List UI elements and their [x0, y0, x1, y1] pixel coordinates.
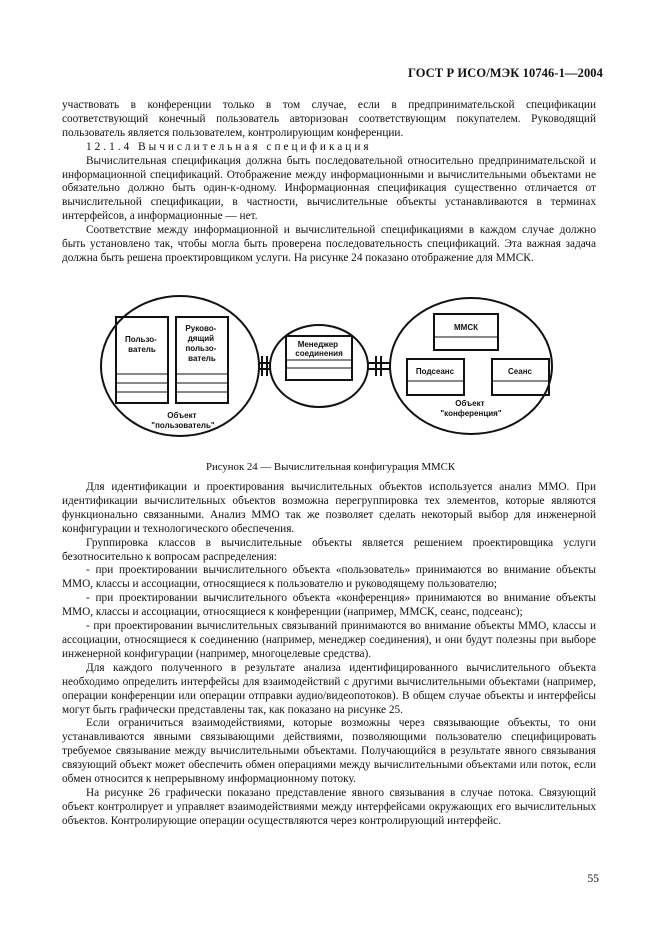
page-number: 55: [587, 873, 599, 885]
text-block-bottom: [62, 481, 596, 829]
session-box: [492, 359, 549, 395]
label-line: Объект: [455, 399, 485, 408]
list-item: - при проектировании вычислительного объекта «пользователь» принимаются во внимание объекты ММО, классы и ассоциации, относящиеся к пользователю и руководящему пользователю;: [62, 564, 596, 591]
label-line: "пользователь": [151, 421, 215, 430]
paragraph: Для идентификации и проектирования вычислительных объектов используется анализ ММО. При идентификации вычислительных объектов возможна перегруппировка тех элементов, которые являются функционально связанными. Анализ ММО так же позволяет сделать некоторый выбор для инженерной конфигурации и технологического обеспечения.: [62, 481, 596, 535]
paragraph: Вычислительная спецификация должна быть последовательной относительно предпринимательской и информационной спецификаций. Отображение между информационными и вычислительными объектами не обязательно должно быть один-к-одному. Информационная спецификация существенно отличается от вычислительной спецификации, в частности, вычислительные объекты устанавливаются в терминах интерфейсов, а информационные — нет.: [62, 154, 596, 223]
label-line: Менеджер: [297, 340, 339, 349]
label-line: ватель: [128, 345, 156, 354]
mmsk-box: [434, 314, 498, 350]
mmsk-label: [454, 323, 478, 332]
user-box: [116, 317, 168, 403]
section-heading: 12.1.4 Вычислительная спецификация: [86, 140, 372, 153]
label-line: Сеанс: [508, 367, 532, 376]
label-line: пользо-: [185, 344, 217, 353]
document-header: ГОСТ Р ИСО/МЭК 10746-1—2004: [407, 66, 603, 80]
paragraph: Если ограничиться взаимодействиями, которые возможны через связывающие объекты, то они устанавливаются явными связывающими действиями, позволяющими пользователю специфицировать требуемое связывание между вычислительными объектами. Получающийся в результате явного связывания связующий объект может обеспечить обмен операциями между вычислительными объектами или поток, если обмен относится к непрерывному информационному потоку.: [62, 717, 596, 786]
user-box-label: [125, 335, 159, 354]
leading-user-box-label: [185, 324, 218, 363]
label-line: Подсеанс: [415, 367, 455, 376]
label-line: "конференция": [440, 409, 502, 418]
connection-manager-label: [295, 340, 343, 358]
figure-caption: Рисунок 24 — Вычислительная конфигурация ММСК: [205, 461, 456, 473]
user-object-label: [151, 411, 215, 430]
label-line: Пользо-: [125, 335, 157, 344]
label-line: дящий: [187, 334, 215, 343]
label-line: ватель: [188, 354, 216, 363]
subsession-box: [407, 359, 464, 395]
label-line: Объект: [167, 411, 197, 420]
label-line: соединения: [295, 349, 343, 358]
list-item: - при проектировании вычислительного объекта «конференция» принимаются во внимание объекты ММО, классы и ассоциации, относящиеся к конференции (например, ММСК, сеанс, подсеанс);: [62, 592, 596, 619]
subsession-label: [416, 367, 455, 376]
connection-object-ellipse: [270, 325, 368, 407]
paragraph: участвовать в конференции только в том случае, если в предпринимательской спецификации соответствующий конечный пользователь авторизован соответствующим покупателем. Руководящий пользователь является пользователем, контролирующим конференции.: [62, 99, 596, 139]
paragraph: На рисунке 26 графически показано представление явного связывания в случае потока. Связующий объект контролирует и управляет взаимодействиями между интерфейсами окружающих его вычислительных объектов. Контролирующие операции осуществляются через контролирующий интерфейс.: [62, 786, 596, 827]
label-line: ММСК: [454, 323, 478, 332]
paragraph: Группировка классов в вычислительные объекты является решением проектировщика услуги безотносительно к вопросам распределения:: [62, 536, 596, 563]
label-line: Руково-: [185, 324, 217, 333]
list-item: - при проектировании вычислительных связываний принимаются во внимание объекты ММО, классы и ассоциации, относящиеся к соединению (например, менеджер соединения), и они будут полезны при выборе инженерной конфигурации (например, многоцелевые средства).: [62, 620, 596, 660]
conference-object-label: [440, 399, 501, 418]
paragraph: Для каждого полученного в результате анализа идентифицированного вычислительного объекта необходимо определить интерфейсы для взаимодействий с другими вычислительными объектами (например, операции конференции или операции отправки аудио/видеопотоков). В общем случае объекты и интерфейсы могут быть графически представлены так, как показано на рисунке 25.: [62, 661, 596, 716]
paragraph: Соответствие между информационной и вычислительной спецификациями в каждом случае должно быть установлено так, чтобы могла быть проверена последовательность спецификаций. Эта важная задача должна быть решена проектировщиком услуги. На рисунке 24 показано отображение для ММСК.: [62, 224, 596, 264]
session-label: [508, 367, 533, 376]
